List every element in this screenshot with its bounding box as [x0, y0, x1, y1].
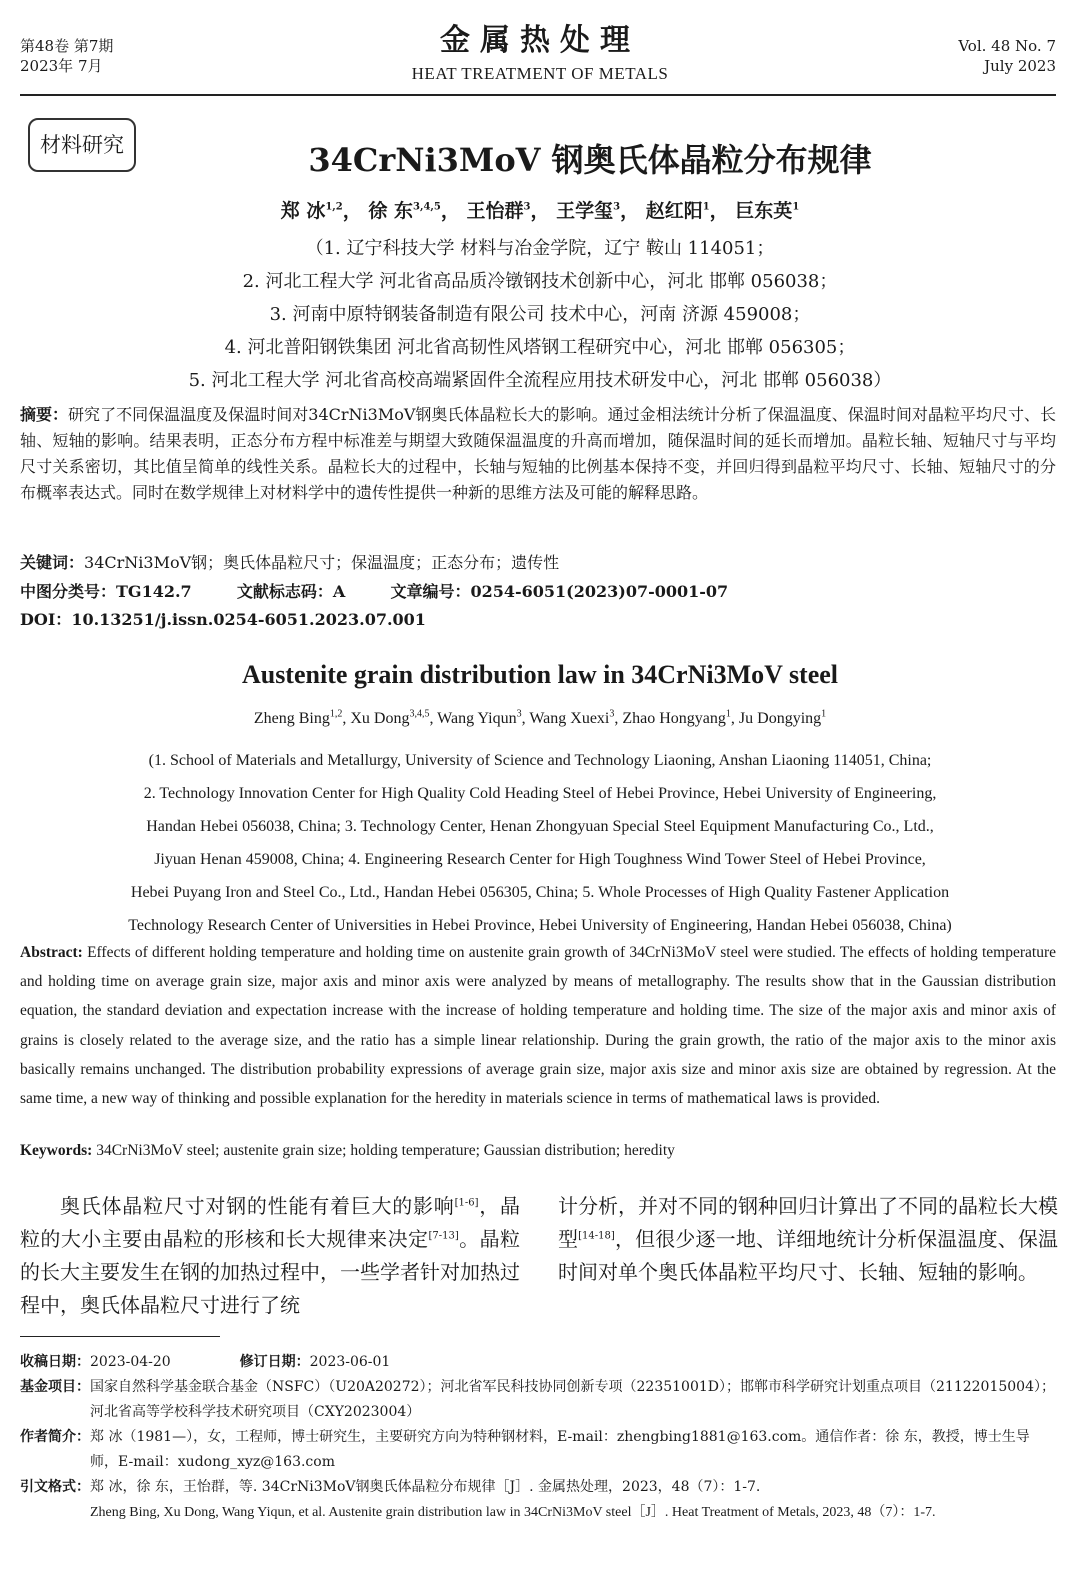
journal-masthead	[0, 22, 1080, 84]
received-date: 2023-04-20	[90, 1354, 171, 1370]
keywords-en	[20, 1142, 1056, 1160]
affiliation-cn: 3. 河南中原特钢装备制造有限公司 技术中心，河南 济源 459008；	[269, 304, 811, 325]
volume-issue-cn: 第48卷 第7期	[20, 37, 114, 55]
keywords-cn	[20, 550, 1056, 576]
author-en: Wang Xuexi	[529, 710, 610, 727]
affiliation-en: 2. Technology Innovation Center for High Quality Cold Heading Steel of Hebei Province, Hebei University of Engineering,	[143, 785, 937, 802]
journal-title-cn: 金属热处理	[440, 23, 640, 58]
author-en: Wang Yiqun	[437, 710, 517, 727]
keywords-cn-text: 34CrNi3MoV钢；奥氏体晶粒尺寸；保温温度；正态分布；遗传性	[84, 553, 560, 572]
doi-value[interactable]: 10.13251/j.issn.0254-6051.2023.07.001	[71, 610, 426, 629]
citation-cn: 郑 冰，徐 东，王怡群，等. 34CrNi3MoV钢奥氏体晶粒分布规律［J］. 金属热处理，2023，48（7）：1-7.	[90, 1479, 761, 1495]
revised-date: 2023-06-01	[309, 1354, 391, 1370]
author-cn: 王怡群	[466, 200, 524, 222]
volume-issue-en: Vol. 48 No. 7	[958, 37, 1056, 55]
authors-cn: 郑 冰$^{1,2}$， 徐 东$^{3,4,5}$， 王怡群$^3$， 王学玺$^3$， 赵红阳$^1$， 巨东英$^1$	[280, 200, 800, 222]
body-column-left: 奥氏体晶粒尺寸对钢的性能有着巨大的影响[1-6]，晶粒的大小主要由晶粒的形核和长大规律来决定[7-13]。晶粒的长大主要发生在钢的加热过程中，一些学者针对加热过程中，奥氏体晶粒尺寸进行了统	[20, 1194, 521, 1317]
dates-line: 收稿日期：2023-04-20 修订日期：2023-06-01	[20, 1354, 391, 1370]
author-en: Ju Dongying	[738, 710, 822, 727]
date-cn: 2023年 7月	[20, 57, 103, 75]
citation-en: Zheng Bing, Xu Dong, Wang Yiqun, et al. Austenite grain distribution law in 34CrNi3MoV steel［J］. Heat Treatment of Metals, 2023, 48（7）：1-7.	[90, 1505, 936, 1520]
affiliation-cn: （1. 辽宁科技大学 材料与冶金学院，辽宁 鞍山 114051；	[305, 238, 775, 259]
affiliations-cn	[20, 232, 1060, 397]
date-en: July 2023	[984, 57, 1056, 75]
affiliation-en: (1. School of Materials and Metallurgy, University of Science and Technology Liaoning, Anshan Liaoning 114051, China;	[148, 752, 932, 769]
classification-line: 中图分类号：TG142.7 文献标志码：A 文章编号：0254-6051(2023)07-0001-07	[20, 582, 729, 601]
keywords-cn-label: 关键词：	[20, 553, 85, 572]
article-number: 0254-6051(2023)07-0001-07	[470, 582, 729, 601]
title-en: Austenite grain distribution law in 34CrNi3MoV steel	[241, 660, 839, 689]
affiliation-en: Technology Research Center of Universities in Hebei Province, Hebei University of Engineering, Handan Hebei 056038, China)	[128, 917, 952, 934]
affiliations-en	[30, 744, 1050, 942]
abstract-en-label: Abstract:	[20, 944, 83, 961]
abstract-cn	[20, 402, 1056, 506]
keywords-en-label: Keywords:	[20, 1142, 93, 1159]
affiliation-cn: 2. 河北工程大学 河北省高品质冷镦钢技术创新中心，河北 邯郸 056038；	[242, 271, 838, 292]
author-bio-line: 作者简介： 郑 冰（1981—），女，工程师，博士研究生，主要研究方向为特种钢材料，E-mail：zhengbing1881@163.com。通信作者：徐 东，教授，博士生导师，E-mail：xudong_xyz@163.com	[20, 1425, 1056, 1475]
doc-code: A	[332, 582, 346, 601]
header-right	[958, 36, 1056, 76]
affiliation-en: Hebei Puyang Iron and Steel Co., Ltd., Handan Hebei 056305, China; 5. Whole Processes of High Quality Fastener Application	[130, 884, 950, 901]
author-bio-text: 郑 冰（1981—），女，工程师，博士研究生，主要研究方向为特种钢材料，E-mail：zhengbing1881@163.com。通信作者：徐 东，教授，博士生导师，E-mail：xudong_xyz@163.com	[90, 1429, 1030, 1470]
keywords-en-text: 34CrNi3MoV steel; austenite grain size; holding temperature; Gaussian distribution; heredity	[96, 1142, 675, 1159]
author-en: Xu Dong	[350, 710, 410, 727]
affiliation-cn: 5. 河北工程大学 河北省高校高端紧固件全流程应用技术研发中心，河北 邯郸 056038）	[188, 370, 892, 391]
affiliation-en: Handan Hebei 056038, China; 3. Technology Center, Henan Zhongyuan Special Steel Equipment Manufacturing Co., Ltd.,	[146, 818, 934, 835]
footnote-rule	[20, 1336, 220, 1337]
abstract-en	[20, 938, 1056, 1113]
footnotes	[20, 1350, 1056, 1525]
abstract-en-text: Effects of different holding temperature and holding time on austenite grain growth of 34CrNi3MoV steel were studied. The effects of holding temperature and holding time on average grain size, major axis and minor axis were analyzed by means of metallography. The results show that in the Gaussian distribution equation, the standard deviation and expectation increase with the increase of holding temperature and holding time. The size of the major axis and minor axis of grains is closely related to the average size, and the ratio has a simple linear relationship. During the grain growth, the ratio of the major axis to the minor axis basically remains unchanged. The distribution probability expressions of average grain size, major axis size and minor axis size are obtained by regression. At the same time, a new way of thinking and possible explanation for the heredity in materials science in terms of mathematical laws is provided.	[20, 944, 1057, 1108]
fund-line: 基金项目： 国家自然科学基金联合基金（NSFC）（U20A20272）；河北省军民科技协同创新专项（22351001D）；邯郸市科学研究计划重点项目（21122015004）；河北省高等学校科学技术研究项目（CXY2023004）	[20, 1375, 1056, 1425]
author-en: Zheng Bing	[253, 710, 330, 727]
header-rule	[20, 94, 1056, 96]
doi-line: DOI：10.13251/j.issn.0254-6051.2023.07.001	[20, 610, 426, 629]
body-column-right: 计分析，并对不同的钢种回归计算出了不同的晶粒长大模型[14-18]，但很少逐一地、详细地统计分析保温温度、保温时间对单个奥氏体晶粒平均尺寸、长轴、短轴的影响。	[558, 1194, 1059, 1284]
author-cn: 王学玺	[556, 200, 614, 222]
author-cn: 赵红阳	[645, 200, 703, 222]
title-cn: 34CrNi3MoV 钢奥氏体晶粒分布规律	[308, 141, 872, 179]
fund-text: 国家自然科学基金联合基金（NSFC）（U20A20272）；河北省军民科技协同创新专项（22351001D）；邯郸市科学研究计划重点项目（21122015004）；河北省高等学校科学技术研究项目（CXY2023004）	[90, 1379, 1055, 1420]
affiliation-cn: 4. 河北普阳钢铁集团 河北省高韧性风塔钢工程研究中心，河北 邯郸 056305；	[224, 337, 856, 358]
author-cn: 郑 冰	[280, 200, 326, 222]
citation[interactable]: [7-13]	[428, 1230, 459, 1242]
affiliation-en: Jiyuan Henan 459008, China; 4. Engineering Research Center for High Toughness Wind Tower Steel of Hebei Province,	[154, 851, 926, 868]
clc-number: TG142.7	[116, 582, 192, 601]
author-en: Zhao Hongyang	[622, 710, 726, 727]
citation[interactable]: [14-18]	[578, 1230, 615, 1242]
authors-en: Zheng Bing$^{1,2}$, Xu Dong$^{3,4,5}$, Wang Yiqun$^3$, Wang Xuexi$^3$, Zhao Hongyang$^1$, Ju Dongying$^1$	[253, 708, 827, 727]
journal-title-en: HEAT TREATMENT OF METALS	[411, 64, 669, 83]
author-cn: 巨东英	[735, 200, 793, 222]
abstract-cn-label: 摘要：	[20, 405, 69, 424]
citation[interactable]: [1-6]	[454, 1197, 479, 1209]
citation-format-line: 引文格式： 郑 冰，徐 东，王怡群，等. 34CrNi3MoV钢奥氏体晶粒分布规律［J］. 金属热处理，2023，48（7）：1-7.	[20, 1475, 1056, 1500]
abstract-cn-text: 研究了不同保温温度及保温时间对34CrNi3MoV钢奥氏体晶粒长大的影响。通过金相法统计分析了保温温度、保温时间对晶粒平均尺寸、长轴、短轴的影响。结果表明，正态分布方程中标准差与期望大致随保温温度的升高而增加，随保温时间的延长而增加。晶粒长轴、短轴尺寸与平均尺寸关系密切，其比值呈简单的线性关系。晶粒长大的过程中，长轴与短轴的比例基本保持不变，并回归得到晶粒平均尺寸、长轴、短轴尺寸的分布概率表达式。同时在数学规律上对材料学中的遗传性提供一种新的思维方法及可能的解释思路。	[20, 405, 1056, 502]
author-cn: 徐 东	[368, 200, 413, 222]
section-label: 材料研究	[28, 118, 136, 172]
